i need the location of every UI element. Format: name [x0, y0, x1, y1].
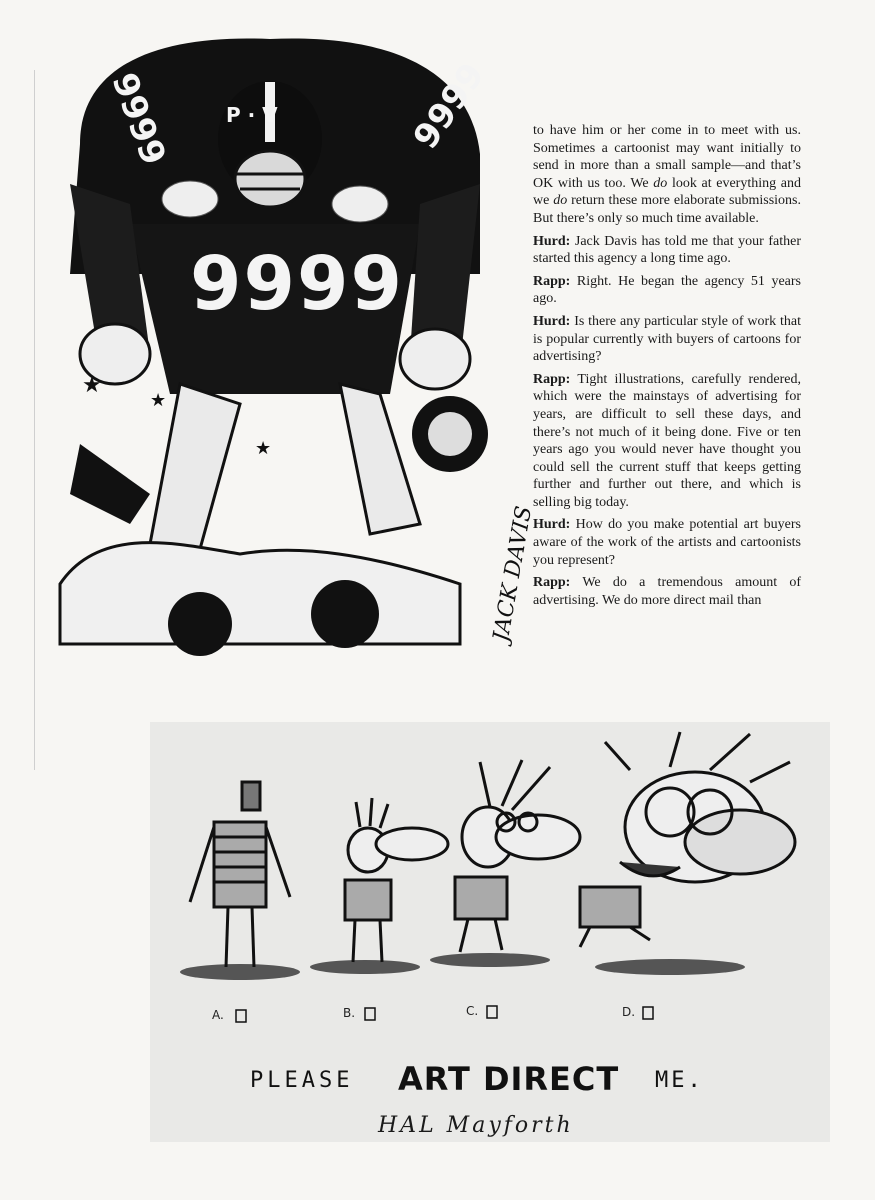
interview-paragraph — [533, 516, 801, 569]
paragraph-text: How do you make potential art buyers aware of the work of the artists and cartoonists you represent? — [533, 517, 801, 568]
jersey-number-right-shoulder: 9999 — [405, 55, 493, 157]
paragraph-text: Is there any particular style of work that is popular currently with buyers of cartoons for advertising? — [533, 313, 801, 365]
football-cartoon-illustration — [40, 24, 538, 684]
speaker-name: Rapp: — [533, 371, 571, 387]
speaker-name: Hurd: — [533, 517, 571, 533]
art-direct-caption — [250, 1058, 750, 1108]
figure-d — [580, 732, 795, 947]
svg-text:★: ★ — [82, 373, 102, 398]
artist-signature-jack-davis: JACK DAVIS — [488, 504, 538, 644]
paragraph-text: do — [653, 175, 668, 191]
paragraph-text: return these more elaborate submissions. But there’s only so much time available. — [533, 193, 801, 226]
paragraph-text: Right. He began the agency 51 years ago. — [533, 273, 801, 307]
paragraph-text: look at everything and we — [533, 175, 801, 209]
speaker-name: Hurd: — [533, 233, 571, 249]
page-margin-rule — [34, 70, 35, 770]
artist-signature-hal-mayforth: HAL Mayforth — [378, 1113, 574, 1138]
interview-paragraph — [533, 273, 801, 308]
figure-c — [455, 760, 580, 952]
paragraph-text: do — [553, 193, 568, 209]
interview-paragraph — [533, 313, 801, 366]
paragraph-text: Tight illustrations, carefully rendered, which were the mainstays of advertising for years, are difficult to sell these days, and there’s not much of it being done. Five or ten years ago you would never have thought you could sell the current stuff that keeps getting further and further out there, and which is selling big today. — [533, 371, 801, 510]
paragraph-text: Jack Davis has told me that your father started this agency a long time ago. — [533, 233, 801, 267]
option-label-d: D. — [622, 1005, 636, 1019]
caption-please: PLEASE — [250, 1068, 354, 1093]
interview-paragraph — [533, 371, 801, 512]
svg-text:★: ★ — [150, 390, 167, 411]
paragraph-text: to have him or her come in to meet with us. Sometimes a cartoonist may want initially to send in more than a small sample—and that’s OK with us too. We — [533, 123, 801, 191]
caption-me: ME. — [655, 1068, 704, 1093]
option-label-a: A. — [212, 1008, 224, 1022]
interview-paragraph — [533, 122, 801, 228]
helmet-letters: P · V — [226, 103, 278, 127]
jersey-number-left-shoulder: 9999 — [103, 67, 174, 171]
caption-art-direct: ART DIRECT — [398, 1060, 620, 1098]
jersey-number-chest: 9999 — [190, 241, 404, 327]
speaker-name: Rapp: — [533, 273, 571, 289]
option-label-c: C. — [466, 1004, 479, 1018]
interview-paragraph — [533, 233, 801, 268]
interview-paragraph — [533, 574, 801, 609]
figure-b — [345, 798, 448, 962]
figure-a — [190, 782, 290, 967]
paragraph-text: We do a tremendous amount of advertising. We do more direct mail than — [533, 575, 801, 608]
interview-text-column — [533, 122, 801, 614]
option-label-b: B. — [343, 1006, 356, 1020]
speaker-name: Hurd: — [533, 313, 571, 329]
speaker-name: Rapp: — [533, 575, 571, 591]
svg-text:★: ★ — [255, 438, 272, 459]
